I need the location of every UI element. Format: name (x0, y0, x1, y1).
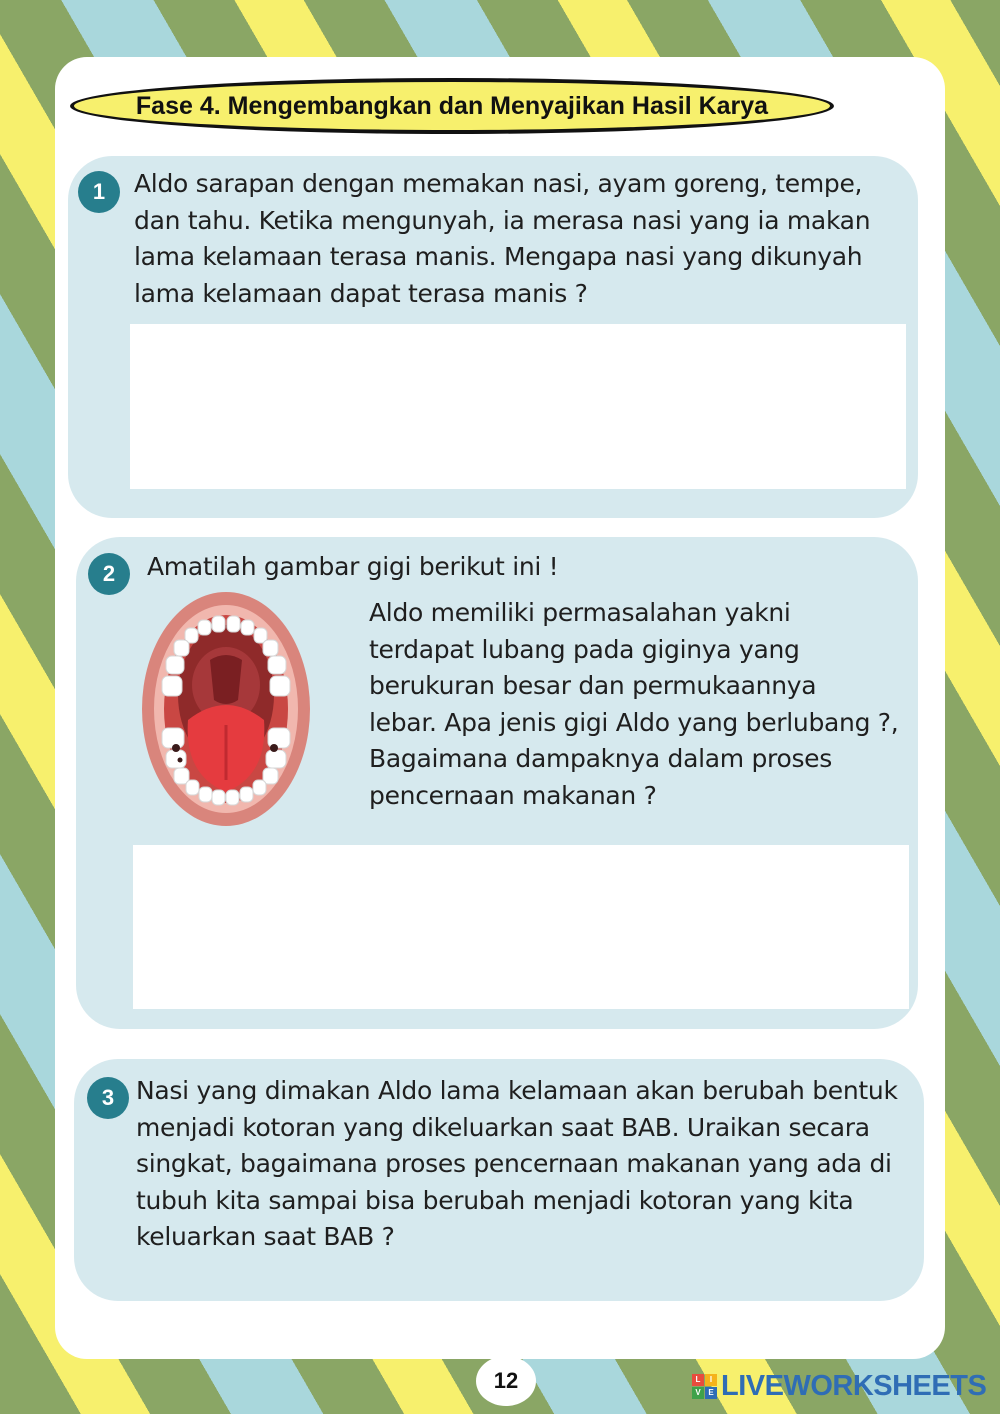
question-intro-2: Amatilah gambar gigi berikut ini ! (147, 552, 559, 581)
open-mouth-teeth-illustration (140, 590, 312, 828)
phase-title-text: Fase 4. Mengembangkan dan Menyajikan Hasil Karya (135, 91, 769, 120)
question-number-badge: 1 (78, 171, 120, 213)
liveworksheets-brand[interactable] (692, 1368, 986, 1404)
liveworksheets-logo-icon: L I V E (692, 1374, 717, 1399)
question-number-badge: 3 (87, 1077, 129, 1119)
question-number-badge: 2 (88, 553, 130, 595)
question-text-1: Aldo sarapan dengan memakan nasi, ayam goreng, tempe, dan tahu. Ketika mengunyah, ia merasa nasi yang ia makan lama kelamaan terasa manis. Mengapa nasi yang dikunyah lama kelamaan dapat terasa manis ? (134, 169, 871, 308)
brand-name: LIVEWORKSHEETS (721, 1369, 987, 1402)
question-text-2: Aldo memiliki permasalahan yakni terdapat lubang pada giginya yang berukuran besar dan permukaannya lebar. Apa jenis gigi Aldo yang berlubang ?, Bagaimana dampaknya dalam proses pencernaan makanan ? (369, 598, 899, 810)
answer-field-2[interactable] (133, 845, 909, 1009)
page-number: 12 (476, 1356, 536, 1406)
question-text-3: Nasi yang dimakan Aldo lama kelamaan akan berubah bentuk menjadi kotoran yang dikeluarkan saat BAB. Uraikan secara singkat, bagaimana proses pencernaan makanan yang ada di tubuh kita sampai bisa berubah menjadi kotoran yang kita keluarkan saat BAB ? (136, 1076, 898, 1251)
phase-title (70, 78, 834, 134)
answer-field-1[interactable] (130, 324, 906, 489)
